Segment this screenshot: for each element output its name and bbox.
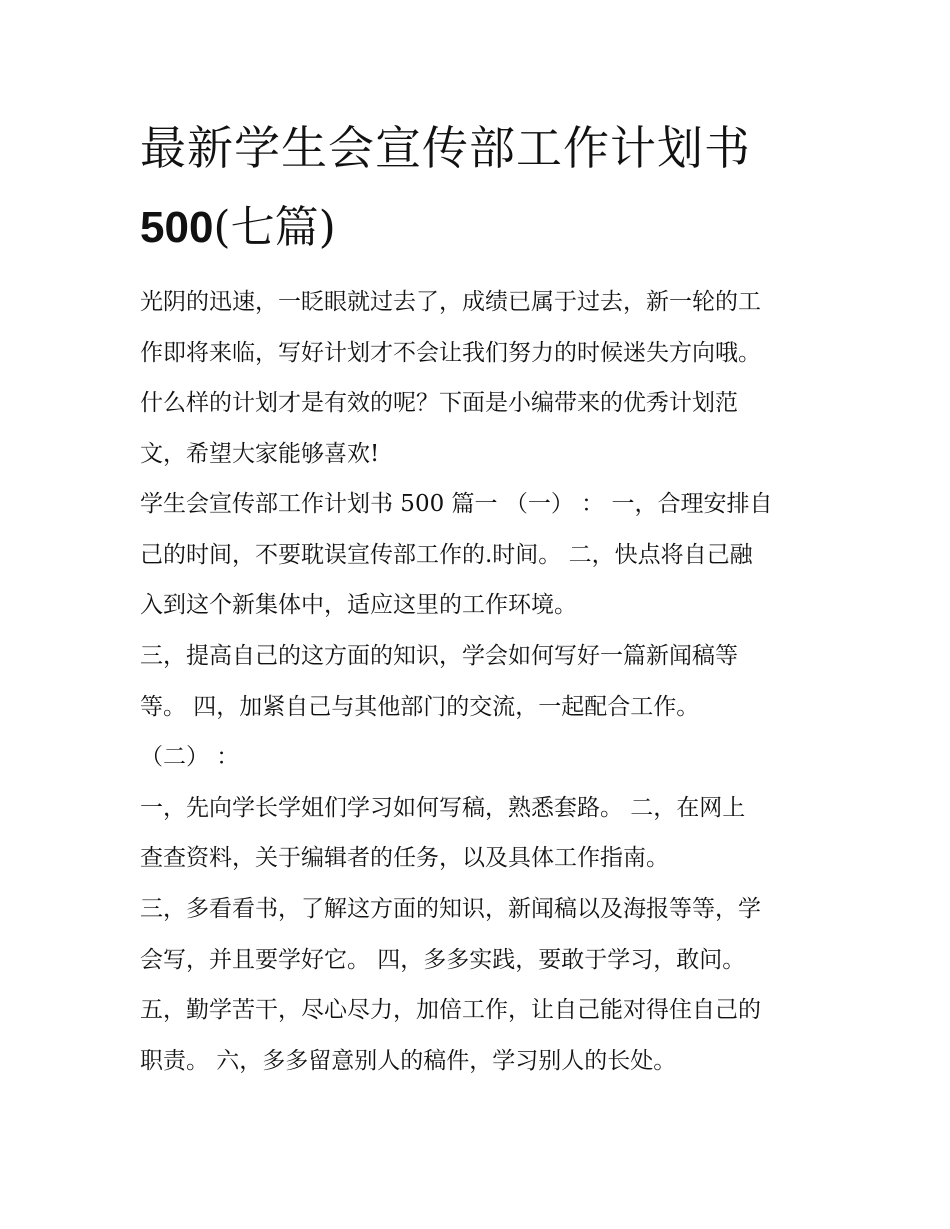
body-line: 职责。 六，多多留意别人的稿件，学习别人的长处。 bbox=[140, 1048, 677, 1074]
body-line: 一，先向学长学姐们学习如何写稿，熟悉套路。 二，在网上 bbox=[140, 795, 746, 821]
title-number: 500 bbox=[140, 203, 214, 252]
body-line: 文，希望大家能够喜欢! bbox=[140, 441, 380, 467]
body-line: （二） ： bbox=[140, 744, 240, 770]
body-line: 三，多看看书，了解这方面的知识，新闻稿以及海报等等，学 bbox=[140, 896, 761, 922]
body-line: 五，勤学苦干，尽心尽力，加倍工作，让自己能对得住自己的 bbox=[140, 997, 761, 1023]
body-line: 己的时间，不要耽误宣传部工作的.时间。 二，快点将自己融 bbox=[140, 542, 753, 568]
title-suffix: (七篇) bbox=[213, 202, 336, 253]
body-line: 学生会宣传部工作计划书 500 篇一 （一） ： 一，合理安排自 bbox=[140, 491, 773, 517]
body-line: 查查资料，关于编辑者的任务，以及具体工作指南。 bbox=[140, 845, 669, 871]
body-line: 等。 四，加紧自己与其他部门的交流，一起配合工作。 bbox=[140, 694, 700, 720]
document-title-line-1: 最新学生会宣传部工作计划书 bbox=[140, 121, 751, 175]
body-line: 什么样的计划才是有效的呢？下面是小编带来的优秀计划范 bbox=[140, 390, 738, 416]
body-line: 光阴的迅速，一眨眼就过去了，成绩已属于过去，新一轮的工 bbox=[140, 289, 761, 315]
body-line: 会写，并且要学好它。 四，多多实践，要敢于学习，敢问。 bbox=[140, 947, 746, 973]
body-line: 入到这个新集体中，适应这里的工作环境。 bbox=[140, 592, 577, 618]
body-line: 作即将来临，写好计划才不会让我们努力的时候迷失方向哦。 bbox=[140, 340, 761, 366]
body-line: 三，提高自己的这方面的知识，学会如何写好一篇新闻稿等 bbox=[140, 643, 738, 669]
document-title-line-2 bbox=[140, 198, 336, 258]
